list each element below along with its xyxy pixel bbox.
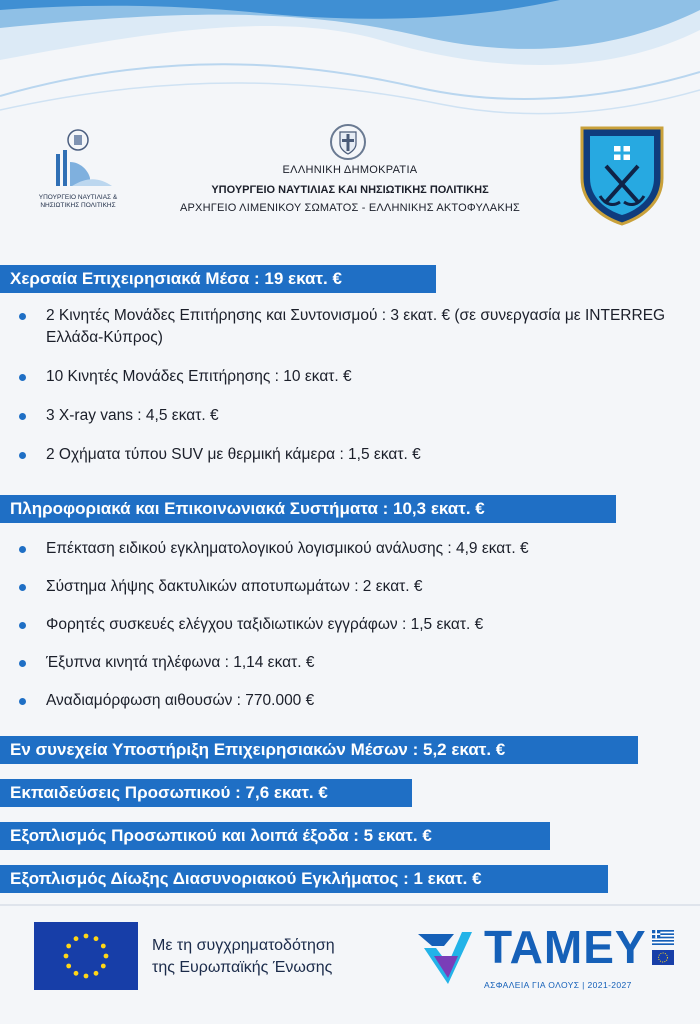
greek-flag-icon	[652, 930, 674, 945]
section-title-land-assets: Χερσαία Επιχειρησιακά Μέσα : 19 εκατ. €	[0, 265, 436, 293]
bullet-icon	[19, 313, 26, 320]
eu-flag-icon	[34, 922, 138, 990]
bar-staff-equipment: Εξοπλισμός Προσωπικού και λοιπά έξοδα : 5 εκατ. €	[0, 822, 550, 850]
bar-staff-training: Εκπαιδεύσεις Προσωπικού : 7,6 εκατ. €	[0, 779, 412, 807]
list-item: Έξυπνα κινητά τηλέφωνα : 1,14 εκατ. €	[0, 652, 700, 674]
bullet-icon	[19, 698, 26, 705]
bullet-icon	[19, 546, 26, 553]
bullet-icon	[19, 374, 26, 381]
bullet-icon	[19, 622, 26, 629]
ministry-logo-text: ΥΠΟΥΡΓΕΙΟ ΝΑΥΤΙΛΙΑΣ & ΝΗΣΙΩΤΙΚΗΣ ΠΟΛΙΤΙΚΗΣ	[38, 194, 118, 209]
tamey-tagline: ΑΣΦΑΛΕΙΑ ΓΙΑ ΟΛΟΥΣ | 2021-2027	[484, 980, 632, 990]
tamey-logo-icon	[414, 926, 476, 988]
list-item: Σύστημα λήψης δακτυλικών αποτυπωμάτων : 2 εκατ. €	[0, 576, 700, 598]
greek-emblem-icon	[328, 122, 368, 162]
bar-crossborder-crime: Εξοπλισμός Δίωξης Διασυνοριακού Εγκλήματος : 1 εκατ. €	[0, 865, 608, 893]
eu-mini-flag-icon	[652, 950, 674, 965]
list-item: 3 X-ray vans : 4,5 εκατ. €	[0, 405, 700, 427]
list-item: 2 Οχήματα τύπου SUV με θερμική κάμερα : 1,5 εκατ. €	[0, 444, 700, 466]
section-list-land-assets	[0, 305, 700, 466]
list-item: Επέκταση ειδικού εγκληματολογικού λογισμικού ανάλυσης : 4,9 εκατ. €	[0, 538, 700, 560]
eu-cofunding-text	[152, 935, 335, 979]
header-line-ministry: ΥΠΟΥΡΓΕΙΟ ΝΑΥΤΙΛΙΑΣ ΚΑΙ ΝΗΣΙΩΤΙΚΗΣ ΠΟΛΙΤΙΚΗΣ	[211, 184, 489, 196]
header	[0, 118, 700, 228]
eu-line-2: της Ευρωπαϊκής Ένωσης	[152, 959, 333, 976]
eu-line-1: Με τη συγχρηματοδότηση	[152, 937, 335, 954]
coast-guard-shield-icon	[576, 122, 668, 226]
bullet-icon	[19, 452, 26, 459]
header-line-country: ΕΛΛΗΝΙΚΗ ΔΗΜΟΚΡΑΤΙΑ	[282, 164, 418, 176]
list-item: 10 Κινητές Μονάδες Επιτήρησης : 10 εκατ. €	[0, 366, 700, 388]
bar-operational-support: Εν συνεχεία Υποστήριξη Επιχειρησιακών Μέσων : 5,2 εκατ. €	[0, 736, 638, 764]
header-line-hq: ΑΡΧΗΓΕΙΟ ΛΙΜΕΝΙΚΟΥ ΣΩΜΑΤΟΣ - ΕΛΛΗΝΙΚΗΣ ΑΚΤΟΦΥΛΑΚΗΣ	[179, 202, 521, 214]
bullet-icon	[19, 584, 26, 591]
tamey-wordmark: ΤΑΜΕΥ	[484, 921, 647, 973]
list-item: Αναδιαμόρφωση αιθουσών : 770.000 €	[0, 690, 700, 712]
list-item: 2 Κινητές Μονάδες Επιτήρησης και Συντονισμού : 3 εκατ. € (σε συνεργασία με INTERREG Ελλάδα-Κύπρος)	[0, 305, 700, 349]
bullet-icon	[19, 660, 26, 667]
footer-divider	[0, 904, 700, 906]
section-title-it-systems: Πληροφοριακά και Επικοινωνιακά Συστήματα : 10,3 εκατ. €	[0, 495, 616, 523]
section-list-it-systems	[0, 538, 700, 712]
list-item: Φορητές συσκευές ελέγχου ταξιδιωτικών εγγράφων : 1,5 εκατ. €	[0, 614, 700, 636]
ministry-logo-icon	[28, 126, 128, 226]
bullet-icon	[19, 413, 26, 420]
